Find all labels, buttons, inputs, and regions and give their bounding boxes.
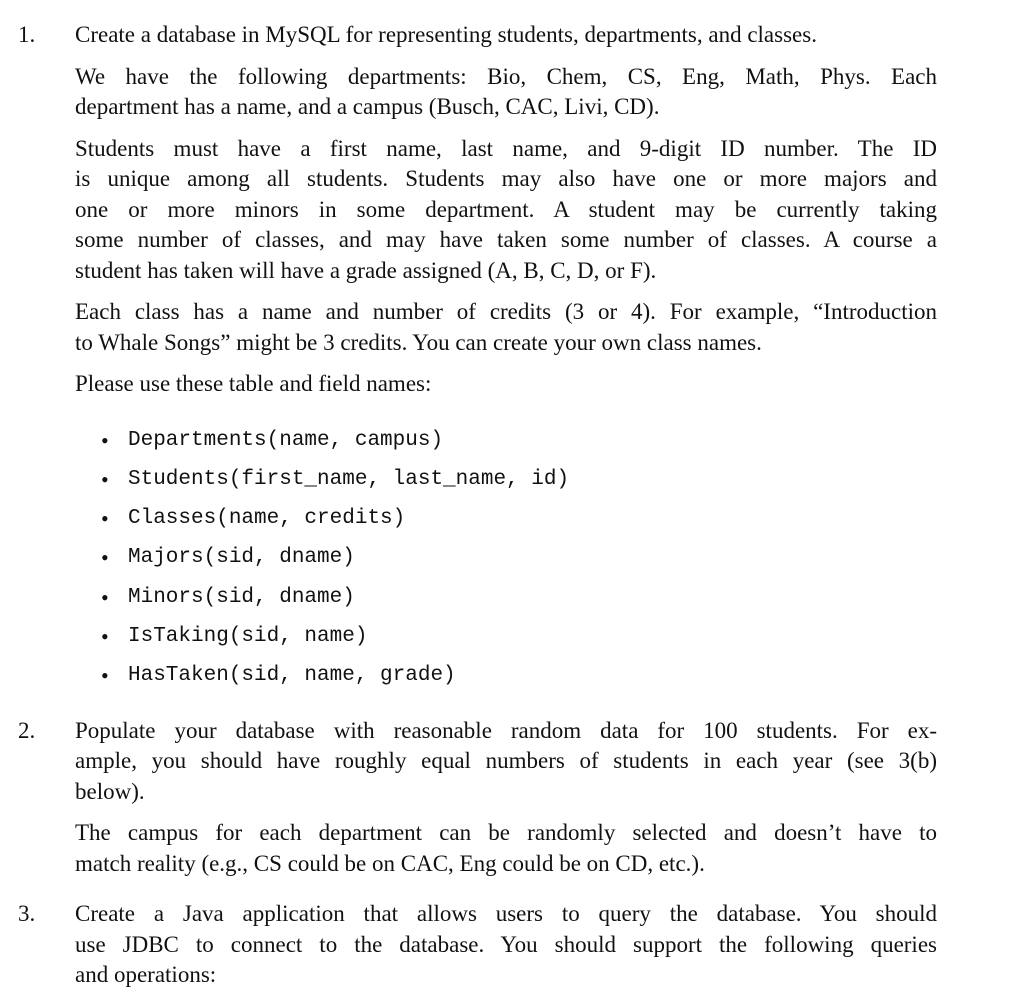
text-line: is unique among all students. Students may also have one or more majors and (75, 166, 937, 191)
table-schema-list (75, 421, 937, 696)
paragraph (75, 20, 937, 51)
table-schema-item (75, 656, 937, 695)
paragraph (75, 369, 937, 400)
text-line: student has taken will have a grade assigned (A, B, C, D, or F). (75, 257, 657, 283)
text-line: some number of classes, and may have taken some number of classes. A course a (75, 227, 937, 252)
text-line: Create a Java application that allows users to query the database. You should (75, 901, 937, 927)
schema-text: Students(first_name, last_name, id) (128, 467, 570, 491)
text-line: Populate your database with reasonable random data for 100 students. For ex- (75, 717, 937, 743)
schema-text: Departments(name, campus) (128, 428, 444, 452)
schema-text: Minors(sid, dname) (128, 585, 355, 609)
text-line: department has a name, and a campus (Busch, CAC, Livi, CD). (75, 94, 660, 119)
table-schema-item (75, 460, 937, 499)
text-line: use JDBC to connect to the database. You should support the following queries (75, 931, 937, 957)
item-number: 3. (18, 901, 36, 927)
text-line: match reality (e.g., CS could be on CAC, Eng could be on CD, etc.). (75, 850, 705, 876)
table-schema-item (75, 578, 937, 617)
table-schema-item (75, 499, 937, 538)
list-item-2 (18, 716, 937, 880)
text-line: Please use these table and field names: (75, 371, 432, 396)
text-line: to Whale Songs” might be 3 credits. You can create your own class names. (75, 329, 762, 355)
text-line: ample, you should have roughly equal numbers of students in each year (see 3(b) (75, 748, 937, 774)
bullet-icon: • (101, 623, 109, 649)
table-schema-item (75, 617, 937, 656)
paragraph (75, 818, 937, 879)
schema-text: IsTaking(sid, name) (128, 624, 368, 648)
text-line: The campus for each department can be randomly selected and doesn’t have to (75, 820, 937, 846)
schema-text: HasTaken(sid, name, grade) (128, 664, 456, 688)
bullet-icon: • (101, 506, 109, 532)
paragraph (75, 716, 937, 808)
paragraph (75, 62, 937, 123)
text-line: Create a database in MySQL for representing students, departments, and classes. (75, 22, 817, 47)
table-schema-item (75, 421, 937, 460)
text-line: and operations: (75, 962, 217, 988)
assignment-document (0, 20, 1024, 991)
text-line: below). (75, 778, 145, 804)
text-line: We have the following departments: Bio, Chem, CS, Eng, Math, Phys. Each (75, 63, 937, 89)
bullet-icon: • (101, 545, 109, 571)
paragraph (75, 134, 937, 287)
list-item-1 (18, 20, 937, 696)
list-item-3 (18, 899, 937, 991)
text-line: Each class has a name and number of credits (3 or 4). For example, “Introduction (75, 299, 937, 324)
text-line: Students must have a first name, last name, and 9-digit ID number. The ID (75, 135, 937, 161)
bullet-icon: • (101, 584, 109, 610)
bullet-icon: • (101, 466, 109, 492)
item-number: 2. (18, 717, 36, 743)
paragraph (75, 297, 937, 358)
schema-text: Classes(name, credits) (128, 507, 406, 531)
bullet-icon: • (101, 427, 109, 453)
schema-text: Majors(sid, dname) (128, 546, 355, 570)
paragraph (75, 899, 937, 991)
bullet-icon: • (101, 663, 109, 689)
item-number: 1. (18, 22, 36, 47)
table-schema-item (75, 538, 937, 577)
text-line: one or more minors in some department. A student may be currently taking (75, 196, 937, 222)
